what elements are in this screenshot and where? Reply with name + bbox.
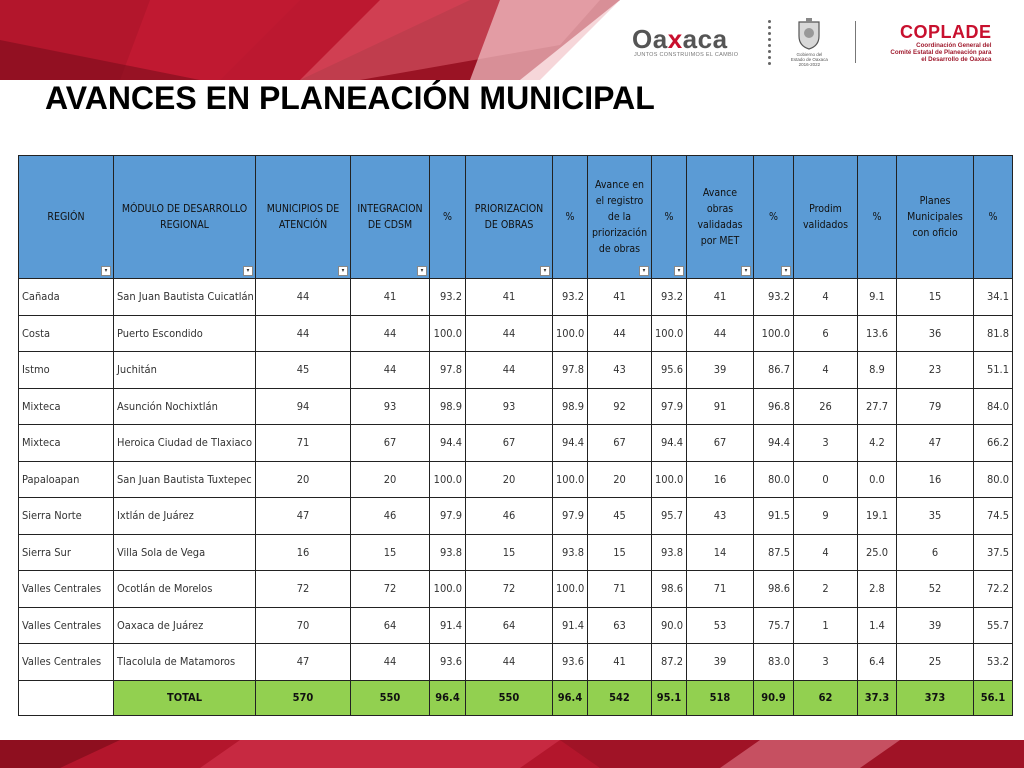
table-row bbox=[19, 571, 1013, 608]
column-header bbox=[351, 156, 430, 279]
total-cell: 542 bbox=[588, 680, 652, 715]
column-header bbox=[687, 156, 754, 279]
total-cell: 96.4 bbox=[430, 680, 466, 715]
table-cell: 94.4 bbox=[430, 425, 466, 462]
table-cell: 0.0 bbox=[858, 461, 897, 498]
table-cell: Sierra Sur bbox=[19, 534, 114, 571]
table-cell: 98.9 bbox=[553, 388, 588, 425]
table-cell: San Juan Bautista Tuxtepec bbox=[114, 461, 256, 498]
table-cell: 92 bbox=[588, 388, 652, 425]
table-cell: Juchitán bbox=[114, 352, 256, 389]
table-cell: 16 bbox=[256, 534, 351, 571]
table-cell: 55.7 bbox=[974, 607, 1013, 644]
column-header-label: MÓDULO DE DESARROLLO REGIONAL bbox=[121, 203, 248, 231]
table-cell: 93.8 bbox=[652, 534, 687, 571]
table-cell: 43 bbox=[687, 498, 754, 535]
table-cell: Ixtlán de Juárez bbox=[114, 498, 256, 535]
table-cell: 100.0 bbox=[652, 315, 687, 352]
table-cell: 4.2 bbox=[858, 425, 897, 462]
table-cell: Villa Sola de Vega bbox=[114, 534, 256, 571]
table-cell: 46 bbox=[351, 498, 430, 535]
table-cell: 97.9 bbox=[652, 388, 687, 425]
table-cell: 100.0 bbox=[430, 571, 466, 608]
column-header-label: Planes Municipales con oficio bbox=[907, 195, 963, 239]
table-cell: Valles Centrales bbox=[19, 644, 114, 681]
total-label: TOTAL bbox=[114, 680, 256, 715]
table-cell: 6 bbox=[794, 315, 858, 352]
table-cell: 100.0 bbox=[430, 461, 466, 498]
filter-dropdown-icon[interactable]: ▾ bbox=[674, 266, 684, 276]
coplade-logo: COPLADE Coordinación General del Comité Estatal de Planeación para el Desarrollo de Oaxaca bbox=[890, 21, 992, 63]
filter-dropdown-icon[interactable]: ▾ bbox=[639, 266, 649, 276]
filter-dropdown-icon[interactable]: ▾ bbox=[781, 266, 791, 276]
table-cell: Valles Centrales bbox=[19, 571, 114, 608]
column-header bbox=[256, 156, 351, 279]
column-header-label: INTEGRACION DE CDSM bbox=[357, 203, 423, 231]
filter-dropdown-icon[interactable]: ▾ bbox=[243, 266, 253, 276]
table-cell: 47 bbox=[897, 425, 974, 462]
table-cell: 8.9 bbox=[858, 352, 897, 389]
table-cell: 6.4 bbox=[858, 644, 897, 681]
table-cell: 1.4 bbox=[858, 607, 897, 644]
seal-icon bbox=[796, 18, 822, 50]
table-cell: Oaxaca de Juárez bbox=[114, 607, 256, 644]
table-cell: 2 bbox=[794, 571, 858, 608]
table-cell: 98.6 bbox=[652, 571, 687, 608]
column-header-label: % bbox=[565, 211, 575, 223]
table-cell: San Juan Bautista Cuicatlán bbox=[114, 279, 256, 316]
table-cell: 98.9 bbox=[430, 388, 466, 425]
table-cell: 97.9 bbox=[553, 498, 588, 535]
table-cell: 41 bbox=[588, 279, 652, 316]
table-cell: 46 bbox=[466, 498, 553, 535]
table-cell: 100.0 bbox=[652, 461, 687, 498]
total-cell: 62 bbox=[794, 680, 858, 715]
table-cell: 15 bbox=[897, 279, 974, 316]
table-cell: 9.1 bbox=[858, 279, 897, 316]
table-cell: 34.1 bbox=[974, 279, 1013, 316]
column-header-label: % bbox=[872, 211, 882, 223]
table-cell: 41 bbox=[687, 279, 754, 316]
table-cell: 20 bbox=[256, 461, 351, 498]
table-cell: 97.8 bbox=[430, 352, 466, 389]
table-cell: 100.0 bbox=[754, 315, 794, 352]
table-cell: 45 bbox=[256, 352, 351, 389]
table-cell: 2.8 bbox=[858, 571, 897, 608]
table-cell: 94.4 bbox=[652, 425, 687, 462]
filter-dropdown-icon[interactable]: ▾ bbox=[338, 266, 348, 276]
table-cell: Ocotlán de Morelos bbox=[114, 571, 256, 608]
table-cell: 44 bbox=[256, 279, 351, 316]
table-cell: 72.2 bbox=[974, 571, 1013, 608]
table-cell: 83.0 bbox=[754, 644, 794, 681]
table-cell: 19.1 bbox=[858, 498, 897, 535]
total-cell: 95.1 bbox=[652, 680, 687, 715]
table-row bbox=[19, 315, 1013, 352]
total-cell: 550 bbox=[351, 680, 430, 715]
column-header-label: Prodim validados bbox=[802, 203, 849, 231]
table-row bbox=[19, 279, 1013, 316]
table-cell: 96.8 bbox=[754, 388, 794, 425]
table-cell: 20 bbox=[466, 461, 553, 498]
table-cell: 44 bbox=[351, 315, 430, 352]
column-header-label: % bbox=[443, 211, 452, 223]
table-cell: 44 bbox=[466, 644, 553, 681]
table-cell: 47 bbox=[256, 644, 351, 681]
column-header bbox=[652, 156, 687, 279]
table-row bbox=[19, 534, 1013, 571]
table-cell: 44 bbox=[256, 315, 351, 352]
table-cell: 1 bbox=[794, 607, 858, 644]
total-cell: 570 bbox=[256, 680, 351, 715]
filter-dropdown-icon[interactable]: ▾ bbox=[741, 266, 751, 276]
table-cell: 15 bbox=[588, 534, 652, 571]
oaxaca-logo: Oaxaca JUNTOS CONSTRUIMOS EL CAMBIO bbox=[632, 24, 739, 58]
table-cell: 93.2 bbox=[754, 279, 794, 316]
column-header bbox=[19, 156, 114, 279]
table-cell: Cañada bbox=[19, 279, 114, 316]
table-cell: 86.7 bbox=[754, 352, 794, 389]
table-cell: 13.6 bbox=[858, 315, 897, 352]
table-cell: 51.1 bbox=[974, 352, 1013, 389]
table-cell: 44 bbox=[351, 644, 430, 681]
table-cell: 91.5 bbox=[754, 498, 794, 535]
table-cell: 93.8 bbox=[430, 534, 466, 571]
table-cell: Istmo bbox=[19, 352, 114, 389]
table-row bbox=[19, 498, 1013, 535]
table-cell: 20 bbox=[588, 461, 652, 498]
table-cell: 36 bbox=[897, 315, 974, 352]
total-cell: 550 bbox=[466, 680, 553, 715]
column-header bbox=[897, 156, 974, 279]
table-cell: 27.7 bbox=[858, 388, 897, 425]
column-header bbox=[553, 156, 588, 279]
column-header bbox=[858, 156, 897, 279]
table-cell: 93.2 bbox=[652, 279, 687, 316]
total-cell: 37.3 bbox=[858, 680, 897, 715]
table-cell: 43 bbox=[588, 352, 652, 389]
table-cell: 39 bbox=[687, 352, 754, 389]
table-cell: 95.6 bbox=[652, 352, 687, 389]
column-header bbox=[466, 156, 553, 279]
filter-dropdown-icon[interactable]: ▾ bbox=[540, 266, 550, 276]
table-cell: 52 bbox=[897, 571, 974, 608]
table-cell: 74.5 bbox=[974, 498, 1013, 535]
table-cell: 44 bbox=[687, 315, 754, 352]
table-cell: 9 bbox=[794, 498, 858, 535]
table-cell: 66.2 bbox=[974, 425, 1013, 462]
column-header-label: PRIORIZACION DE OBRAS bbox=[474, 203, 544, 231]
table-cell: 4 bbox=[794, 279, 858, 316]
table-cell: 98.6 bbox=[754, 571, 794, 608]
table-cell: 41 bbox=[588, 644, 652, 681]
table-cell: 3 bbox=[794, 425, 858, 462]
table-cell: 91.4 bbox=[430, 607, 466, 644]
total-cell: 96.4 bbox=[553, 680, 588, 715]
column-header bbox=[974, 156, 1013, 279]
table-cell: Valles Centrales bbox=[19, 607, 114, 644]
table-cell: 25.0 bbox=[858, 534, 897, 571]
column-header-label: Avance en el registro de la priorización de obras bbox=[591, 179, 648, 255]
table-cell: 35 bbox=[897, 498, 974, 535]
planning-progress-table bbox=[18, 155, 1013, 716]
table-row bbox=[19, 388, 1013, 425]
table-cell: 97.9 bbox=[430, 498, 466, 535]
table-cell: 37.5 bbox=[974, 534, 1013, 571]
table-cell: 44 bbox=[466, 352, 553, 389]
column-header bbox=[114, 156, 256, 279]
table-cell: 100.0 bbox=[553, 461, 588, 498]
table-row bbox=[19, 607, 1013, 644]
table-cell: 84.0 bbox=[974, 388, 1013, 425]
logo-strip bbox=[632, 14, 991, 70]
state-seal bbox=[789, 18, 829, 67]
table-cell: 91 bbox=[687, 388, 754, 425]
table-cell: 71 bbox=[256, 425, 351, 462]
table-cell: 39 bbox=[687, 644, 754, 681]
table-cell: 90.0 bbox=[652, 607, 687, 644]
table-cell: 94.4 bbox=[553, 425, 588, 462]
separator-dots bbox=[768, 20, 771, 65]
table-cell: 97.8 bbox=[553, 352, 588, 389]
table-cell: 64 bbox=[466, 607, 553, 644]
table-cell: 95.7 bbox=[652, 498, 687, 535]
table-row bbox=[19, 461, 1013, 498]
table-cell: 41 bbox=[466, 279, 553, 316]
table-cell: 72 bbox=[351, 571, 430, 608]
table-cell: 53 bbox=[687, 607, 754, 644]
table-cell: Mixteca bbox=[19, 388, 114, 425]
table-cell: 93 bbox=[466, 388, 553, 425]
table-cell: Papaloapan bbox=[19, 461, 114, 498]
total-cell: 518 bbox=[687, 680, 754, 715]
column-header-label: REGIÓN bbox=[47, 211, 85, 223]
table-header-row bbox=[19, 156, 1013, 279]
table-cell: 80.0 bbox=[754, 461, 794, 498]
column-header bbox=[430, 156, 466, 279]
page-title: AVANCES EN PLANEACIÓN MUNICIPAL bbox=[45, 80, 655, 116]
column-header bbox=[754, 156, 794, 279]
table-cell: 93.6 bbox=[553, 644, 588, 681]
table-cell: 47 bbox=[256, 498, 351, 535]
table-cell: 63 bbox=[588, 607, 652, 644]
table-cell: 67 bbox=[351, 425, 430, 462]
table-cell: 39 bbox=[897, 607, 974, 644]
column-header-label: % bbox=[664, 211, 674, 223]
table-cell: 79 bbox=[897, 388, 974, 425]
table-cell: 20 bbox=[351, 461, 430, 498]
seal-caption: Gobierno del Estado de Oaxaca 2016-2022 bbox=[790, 51, 828, 67]
table-cell: Costa bbox=[19, 315, 114, 352]
table-cell: 6 bbox=[897, 534, 974, 571]
table-cell: 44 bbox=[466, 315, 553, 352]
table-cell: 23 bbox=[897, 352, 974, 389]
table-cell: Tlacolula de Matamoros bbox=[114, 644, 256, 681]
table-cell: 72 bbox=[466, 571, 553, 608]
table-cell: 93.8 bbox=[553, 534, 588, 571]
column-header-label: MUNICIPIOS DE ATENCIÓN bbox=[266, 203, 340, 231]
table-cell: 94 bbox=[256, 388, 351, 425]
column-header bbox=[588, 156, 652, 279]
table-cell: 67 bbox=[588, 425, 652, 462]
footer-banner bbox=[0, 740, 1024, 768]
table-cell: 100.0 bbox=[430, 315, 466, 352]
table-cell: 67 bbox=[466, 425, 553, 462]
total-row bbox=[19, 680, 1013, 715]
table-cell: 87.2 bbox=[652, 644, 687, 681]
table-cell: 53.2 bbox=[974, 644, 1013, 681]
column-header bbox=[794, 156, 858, 279]
table-cell: Puerto Escondido bbox=[114, 315, 256, 352]
table-body bbox=[19, 279, 1013, 716]
table-cell: 91.4 bbox=[553, 607, 588, 644]
table-cell: 93.6 bbox=[430, 644, 466, 681]
table-cell: 4 bbox=[794, 534, 858, 571]
table-cell: 16 bbox=[687, 461, 754, 498]
table-cell: 75.7 bbox=[754, 607, 794, 644]
table-cell: Asunción Nochixtlán bbox=[114, 388, 256, 425]
table-cell: 87.5 bbox=[754, 534, 794, 571]
table-cell: 81.8 bbox=[974, 315, 1013, 352]
column-header-label: Avance obras validadas por MET bbox=[697, 187, 743, 247]
table-cell: 26 bbox=[794, 388, 858, 425]
total-cell: 56.1 bbox=[974, 680, 1013, 715]
table-cell: 93 bbox=[351, 388, 430, 425]
table-cell: 100.0 bbox=[553, 315, 588, 352]
table-cell: 41 bbox=[351, 279, 430, 316]
table-cell: Heroica Ciudad de Tlaxiaco bbox=[114, 425, 256, 462]
table-cell: 67 bbox=[687, 425, 754, 462]
table-row bbox=[19, 352, 1013, 389]
table-cell: Sierra Norte bbox=[19, 498, 114, 535]
table-cell: 25 bbox=[897, 644, 974, 681]
table-cell: 80.0 bbox=[974, 461, 1013, 498]
table-cell: 100.0 bbox=[553, 571, 588, 608]
table-cell: 64 bbox=[351, 607, 430, 644]
total-cell bbox=[19, 680, 114, 715]
table-cell: 0 bbox=[794, 461, 858, 498]
table-cell: 93.2 bbox=[553, 279, 588, 316]
table-cell: 44 bbox=[351, 352, 430, 389]
table-cell: 14 bbox=[687, 534, 754, 571]
table-cell: 70 bbox=[256, 607, 351, 644]
table-cell: 15 bbox=[466, 534, 553, 571]
table-cell: 44 bbox=[588, 315, 652, 352]
table-cell: Mixteca bbox=[19, 425, 114, 462]
table-cell: 3 bbox=[794, 644, 858, 681]
logo-divider bbox=[855, 21, 856, 63]
filter-dropdown-icon[interactable]: ▾ bbox=[417, 266, 427, 276]
table-cell: 15 bbox=[351, 534, 430, 571]
table-row bbox=[19, 644, 1013, 681]
table-cell: 94.4 bbox=[754, 425, 794, 462]
table-cell: 72 bbox=[256, 571, 351, 608]
table-cell: 16 bbox=[897, 461, 974, 498]
table-cell: 4 bbox=[794, 352, 858, 389]
oaxaca-tagline: JUNTOS CONSTRUIMOS EL CAMBIO bbox=[634, 52, 739, 58]
total-cell: 90.9 bbox=[754, 680, 794, 715]
total-cell: 373 bbox=[897, 680, 974, 715]
table-row bbox=[19, 425, 1013, 462]
column-header-label: % bbox=[769, 211, 778, 223]
table-cell: 71 bbox=[687, 571, 754, 608]
table-cell: 71 bbox=[588, 571, 652, 608]
table-cell: 45 bbox=[588, 498, 652, 535]
column-header-label: % bbox=[988, 211, 998, 223]
filter-dropdown-icon[interactable]: ▾ bbox=[101, 266, 111, 276]
table-cell: 93.2 bbox=[430, 279, 466, 316]
